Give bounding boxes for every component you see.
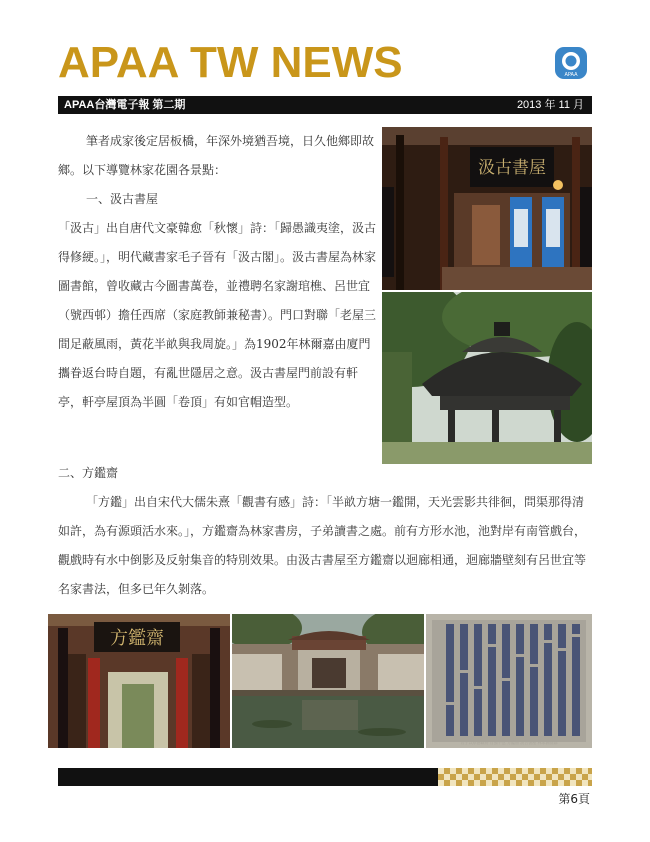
apaa-logo-icon <box>554 46 588 80</box>
photo-plaque-text: 方鑑齋 <box>110 628 164 649</box>
svg-text:APAA: APAA <box>564 72 578 78</box>
photo-plaque-text: 汲古書屋 <box>478 158 546 178</box>
issue-date: 2013 年 11 月 <box>516 99 584 111</box>
intro-paragraph: 筆者成家後定居板橋，年深外境猶吾境，日久他鄉即故鄉。以下導覽林家花園各景點： <box>58 134 375 177</box>
footer-bar <box>58 768 438 786</box>
photo-pavilion <box>382 292 592 464</box>
section-paragraph <box>58 488 592 604</box>
page-number: 第6頁 <box>558 792 590 806</box>
section-heading: 二、方鑑齋 <box>58 466 119 480</box>
inscription-text: 君子以厚德載物 自強不息 方鑑齋 汲古書屋 林本源園邸 <box>460 740 558 745</box>
photo-calligraphy-wall <box>426 614 592 748</box>
article-column <box>58 127 376 417</box>
photo-pond-stage <box>232 614 424 748</box>
section-heading: 一、汲古書屋 <box>86 192 159 206</box>
footer-checker-pattern <box>438 768 592 786</box>
issue-label: APAA台灣電子報 第二期 <box>64 99 186 111</box>
section-paragraph-text: 「方鑑」出自宋代大儒朱熹「觀書有感」詩：「半畝方塘一鑑開，天光雲影共徘徊，問渠那得清如許，為有源頭活水來。」，方鑑齋為林家書房，子弟讀書之處。前有方形水池，池對岸有南管戲台，觀戲時有水中倒影及反射集音的特別效果。由汲古書屋至方鑑齋以迴廊相通，迴廊牆壁刻有呂世宜等名家書法，但多已年久剝落。 <box>58 495 587 596</box>
newsletter-title: APAA TW NEWS <box>58 38 403 87</box>
photo-fangjian-studio <box>48 614 230 748</box>
photo-jigu-library <box>382 127 592 290</box>
section-paragraph: 「汲古」出自唐代文豪韓愈「秋懷」詩：「歸愚識夷塗，汲古得修綆。」，明代藏書家毛子晉有「汲古閣」。汲古書屋為林家圖書館，曾收藏古今圖書萬卷，並禮聘名家謝琯樵、呂世宜（號西邨）擔任西席（家庭教師兼秘書）。門口對聯「老屋三間足蔽風雨，黃花半畝與我周旋。」為1902年林爾嘉由廈門攜眷返台時自題，有亂世隱居之意。汲古書屋門前設有軒亭，軒亭屋頂為半圓「卷頂」有如官帽造型。 <box>58 221 377 409</box>
